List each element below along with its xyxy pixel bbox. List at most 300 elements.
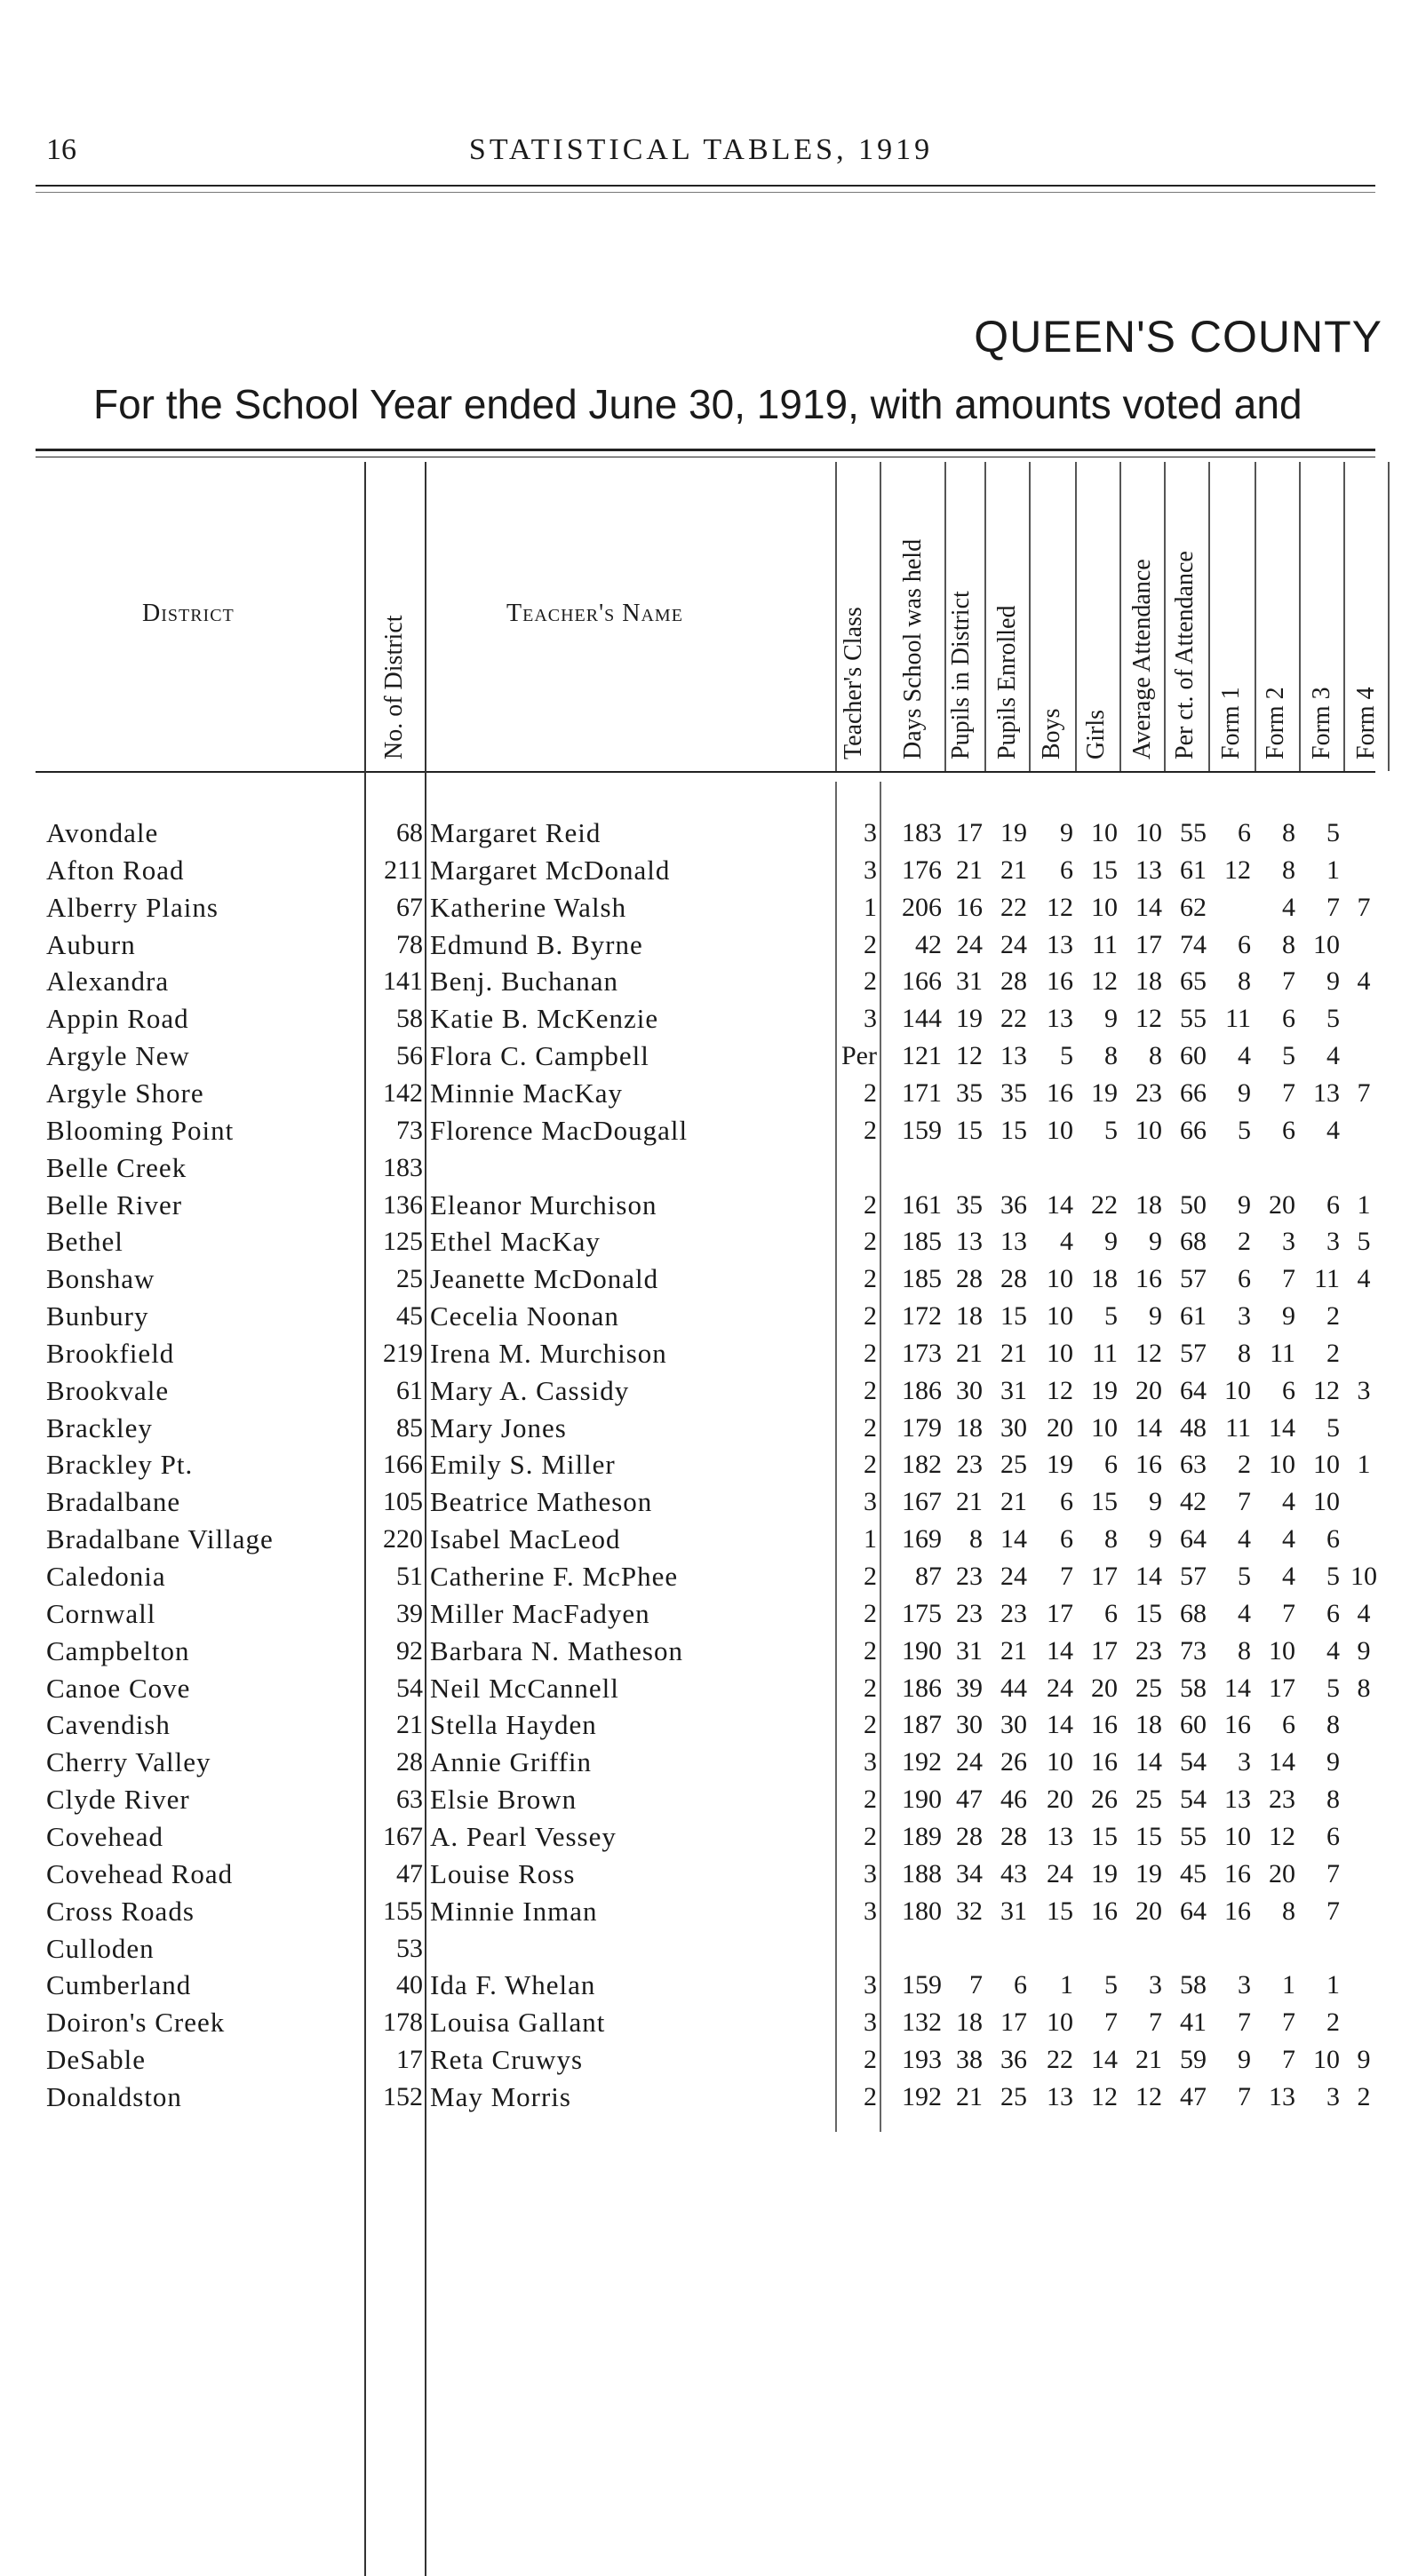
cell-per-ct-attendance: 74 <box>1180 929 1207 959</box>
cell-average-attendance: 15 <box>1135 1821 1162 1851</box>
cell-teacher-class: 2 <box>864 1785 877 1815</box>
cell-form-4: 9 <box>1357 1635 1371 1666</box>
cell-teacher-name: Flora C. Campbell <box>430 1040 649 1072</box>
cell-form-1: 3 <box>1238 1747 1251 1777</box>
cell-average-attendance: 16 <box>1135 1450 1162 1480</box>
cell-girls: 19 <box>1091 1858 1118 1888</box>
cell-form-3: 4 <box>1326 1635 1340 1666</box>
cell-boys: 1 <box>1060 1970 1073 2000</box>
cell-girls: 15 <box>1091 1487 1118 1517</box>
cell-per-ct-attendance: 66 <box>1180 1077 1207 1108</box>
cell-boys: 10 <box>1047 1115 1073 1145</box>
cell-district: Brackley Pt. <box>46 1449 194 1481</box>
cell-district: Blooming Point <box>46 1114 235 1146</box>
cell-girls: 16 <box>1091 1710 1118 1740</box>
cell-district: Culloden <box>46 1932 155 1964</box>
cell-district: Argyle Shore <box>46 1077 204 1109</box>
cell-district: Bradalbane <box>46 1486 181 1518</box>
header-rule <box>36 185 1375 187</box>
cell-teacher-name: Mary A. Cassidy <box>430 1374 630 1406</box>
cell-district: Campbelton <box>46 1634 190 1666</box>
cell-boys: 20 <box>1047 1412 1073 1443</box>
cell-average-attendance: 18 <box>1135 966 1162 997</box>
column-header-average-attendance: Average Attendance <box>1128 559 1156 759</box>
cell-teacher-class: 2 <box>864 1635 877 1666</box>
cell-district: Doiron's Creek <box>46 2007 226 2039</box>
cell-no-of-district: 166 <box>383 1450 423 1480</box>
cell-days-held: 175 <box>902 1598 942 1628</box>
column-rule <box>835 462 837 771</box>
cell-form-1: 8 <box>1238 1338 1251 1368</box>
cell-boys: 14 <box>1047 1635 1073 1666</box>
cell-boys: 7 <box>1060 1562 1073 1591</box>
cell-per-ct-attendance: 73 <box>1180 1635 1207 1666</box>
cell-form-4: 3 <box>1357 1375 1371 1405</box>
cell-days-held: 185 <box>902 1264 942 1294</box>
column-rule <box>1164 462 1166 771</box>
cell-form-3: 1 <box>1326 855 1340 885</box>
cell-average-attendance: 17 <box>1135 929 1162 959</box>
cell-average-attendance: 12 <box>1135 1004 1162 1034</box>
cell-pupils-in-district: 39 <box>956 1673 983 1703</box>
cell-form-1: 9 <box>1238 1077 1251 1108</box>
cell-form-1: 6 <box>1238 929 1251 959</box>
cell-no-of-district: 39 <box>396 1598 423 1628</box>
cell-days-held: 166 <box>902 966 942 997</box>
cell-district: Brookfield <box>46 1337 175 1369</box>
cell-form-1: 16 <box>1224 1858 1251 1888</box>
cell-average-attendance: 15 <box>1135 1598 1162 1628</box>
cell-per-ct-attendance: 68 <box>1180 1227 1207 1257</box>
cell-district: Avondale <box>46 817 159 848</box>
cell-form-2: 1 <box>1282 1970 1295 2000</box>
column-rule <box>880 782 881 2132</box>
cell-form-3: 10 <box>1313 929 1340 959</box>
cell-no-of-district: 142 <box>383 1077 423 1108</box>
cell-teacher-class: 2 <box>864 1264 877 1294</box>
cell-form-3: 3 <box>1326 2081 1340 2111</box>
cell-form-2: 6 <box>1282 1004 1295 1034</box>
cell-boys: 4 <box>1060 1227 1073 1257</box>
cell-form-1: 8 <box>1238 1635 1251 1666</box>
column-rule <box>944 462 946 771</box>
cell-form-1: 10 <box>1224 1375 1251 1405</box>
cell-pupils-in-district: 24 <box>956 929 983 959</box>
cell-girls: 10 <box>1091 818 1118 847</box>
cell-days-held: 167 <box>902 1487 942 1517</box>
cell-teacher-class: 3 <box>864 818 877 847</box>
cell-per-ct-attendance: 62 <box>1180 892 1207 922</box>
cell-form-1: 6 <box>1238 818 1251 847</box>
cell-teacher-name: Florence MacDougall <box>430 1114 689 1146</box>
cell-pupils-enrolled: 30 <box>1000 1710 1027 1740</box>
cell-teacher-class: 2 <box>864 1301 877 1332</box>
cell-form-2: 20 <box>1269 1189 1295 1220</box>
cell-pupils-enrolled: 35 <box>1000 1077 1027 1108</box>
cell-form-1: 9 <box>1238 1189 1251 1220</box>
cell-form-3: 6 <box>1326 1598 1340 1628</box>
column-header-form-3: Form 3 <box>1308 687 1335 759</box>
cell-no-of-district: 73 <box>396 1115 423 1145</box>
cell-per-ct-attendance: 45 <box>1180 1858 1207 1888</box>
cell-no-of-district: 45 <box>396 1301 423 1332</box>
cell-boys: 15 <box>1047 1896 1073 1926</box>
cell-days-held: 192 <box>902 2081 942 2111</box>
cell-pupils-in-district: 8 <box>969 1524 983 1554</box>
cell-days-held: 161 <box>902 1189 942 1220</box>
cell-teacher-name: Miller MacFadyen <box>430 1597 650 1629</box>
cell-boys: 10 <box>1047 1338 1073 1368</box>
cell-days-held: 182 <box>902 1450 942 1480</box>
cell-form-3: 9 <box>1326 1747 1340 1777</box>
cell-average-attendance: 10 <box>1135 1115 1162 1145</box>
cell-form-2: 14 <box>1269 1412 1295 1443</box>
cell-average-attendance: 10 <box>1135 818 1162 847</box>
column-header-per-ct-attendance: Per ct. of Attendance <box>1171 551 1199 759</box>
cell-district: Covehead Road <box>46 1857 234 1889</box>
column-rule <box>1343 462 1345 771</box>
cell-boys: 9 <box>1060 818 1073 847</box>
cell-form-3: 7 <box>1326 892 1340 922</box>
cell-pupils-enrolled: 31 <box>1000 1896 1027 1926</box>
cell-pupils-enrolled: 15 <box>1000 1301 1027 1332</box>
cell-no-of-district: 155 <box>383 1896 423 1926</box>
cell-form-3: 5 <box>1326 1562 1340 1591</box>
cell-days-held: 169 <box>902 1524 942 1554</box>
cell-district: Bradalbane Village <box>46 1523 274 1555</box>
cell-girls: 15 <box>1091 1821 1118 1851</box>
cell-form-3: 6 <box>1326 1189 1340 1220</box>
cell-teacher-class: 3 <box>864 1970 877 2000</box>
cell-no-of-district: 211 <box>384 855 423 885</box>
cell-pupils-in-district: 19 <box>956 1004 983 1034</box>
column-header-girls: Girls <box>1082 710 1110 759</box>
column-header-bottom-rule <box>36 771 1375 773</box>
cell-teacher-name: Mary Jones <box>430 1411 567 1443</box>
cell-girls: 10 <box>1091 1412 1118 1443</box>
cell-pupils-enrolled: 21 <box>1000 1487 1027 1517</box>
cell-form-4: 4 <box>1357 1598 1371 1628</box>
column-rule <box>364 462 366 2576</box>
cell-no-of-district: 25 <box>396 1264 423 1294</box>
cell-form-2: 7 <box>1282 1598 1295 1628</box>
cell-pupils-in-district: 38 <box>956 2045 983 2075</box>
cell-per-ct-attendance: 48 <box>1180 1412 1207 1443</box>
cell-average-attendance: 16 <box>1135 1264 1162 1294</box>
cell-per-ct-attendance: 42 <box>1180 1487 1207 1517</box>
column-header-teacher-name: Teacher's Name <box>506 600 683 627</box>
cell-form-3: 5 <box>1326 1673 1340 1703</box>
cell-no-of-district: 220 <box>383 1524 423 1554</box>
cell-form-3: 7 <box>1326 1858 1340 1888</box>
cell-teacher-name: Ethel MacKay <box>430 1226 601 1258</box>
column-header-teacher-class: Teacher's Class <box>840 607 867 759</box>
cell-boys: 13 <box>1047 1821 1073 1851</box>
cell-average-attendance: 25 <box>1135 1673 1162 1703</box>
cell-days-held: 192 <box>902 1747 942 1777</box>
cell-form-2: 8 <box>1282 855 1295 885</box>
cell-average-attendance: 18 <box>1135 1710 1162 1740</box>
cell-no-of-district: 183 <box>383 1152 423 1182</box>
cell-form-1: 3 <box>1238 1970 1251 2000</box>
cell-form-2: 3 <box>1282 1227 1295 1257</box>
cell-teacher-class: 3 <box>864 2008 877 2038</box>
cell-pupils-in-district: 16 <box>956 892 983 922</box>
cell-form-2: 4 <box>1282 1487 1295 1517</box>
cell-no-of-district: 28 <box>396 1747 423 1777</box>
cell-girls: 10 <box>1091 892 1118 922</box>
cell-days-held: 176 <box>902 855 942 885</box>
cell-form-3: 2 <box>1326 1301 1340 1332</box>
cell-form-3: 4 <box>1326 1115 1340 1145</box>
cell-district: Cavendish <box>46 1709 171 1741</box>
cell-days-held: 186 <box>902 1673 942 1703</box>
cell-days-held: 121 <box>902 1041 942 1071</box>
cell-form-1: 4 <box>1238 1041 1251 1071</box>
cell-girls: 8 <box>1104 1041 1118 1071</box>
cell-district: Alberry Plains <box>46 891 219 923</box>
cell-teacher-class: 3 <box>864 1858 877 1888</box>
column-header-no-of-district: No. of District <box>380 615 408 759</box>
cell-form-2: 8 <box>1282 1896 1295 1926</box>
cell-form-1: 7 <box>1238 1487 1251 1517</box>
cell-average-attendance: 12 <box>1135 1338 1162 1368</box>
cell-per-ct-attendance: 60 <box>1180 1041 1207 1071</box>
cell-pupils-in-district: 31 <box>956 1635 983 1666</box>
cell-days-held: 144 <box>902 1004 942 1034</box>
cell-pupils-enrolled: 17 <box>1000 2008 1027 2038</box>
cell-per-ct-attendance: 57 <box>1180 1562 1207 1591</box>
cell-days-held: 87 <box>915 1562 942 1591</box>
cell-district: DeSable <box>46 2044 147 2076</box>
cell-teacher-name: Ida F. Whelan <box>430 1969 596 2001</box>
cell-form-3: 11 <box>1314 1264 1340 1294</box>
cell-days-held: 172 <box>902 1301 942 1332</box>
cell-teacher-class: 2 <box>864 1338 877 1368</box>
cell-no-of-district: 40 <box>396 1970 423 2000</box>
cell-teacher-name: Irena M. Murchison <box>430 1337 667 1369</box>
cell-form-1: 11 <box>1225 1004 1251 1034</box>
cell-pupils-enrolled: 26 <box>1000 1747 1027 1777</box>
cell-days-held: 171 <box>902 1077 942 1108</box>
cell-district: Belle Creek <box>46 1151 187 1183</box>
cell-days-held: 132 <box>902 2008 942 2038</box>
cell-form-3: 10 <box>1313 1487 1340 1517</box>
cell-girls: 12 <box>1091 2081 1118 2111</box>
column-header-days-school-held: Days School was held <box>899 538 927 759</box>
column-rule <box>1299 462 1301 771</box>
cell-girls: 16 <box>1091 1747 1118 1777</box>
column-rule <box>425 462 426 2576</box>
cell-form-2: 20 <box>1269 1858 1295 1888</box>
cell-boys: 6 <box>1060 1487 1073 1517</box>
cell-days-held: 180 <box>902 1896 942 1926</box>
column-header-pupils-in-district: Pupils in District <box>947 591 975 759</box>
cell-boys: 10 <box>1047 2008 1073 2038</box>
cell-form-3: 6 <box>1326 1821 1340 1851</box>
cell-form-2: 10 <box>1269 1450 1295 1480</box>
cell-no-of-district: 92 <box>396 1635 423 1666</box>
cell-district: Cherry Valley <box>46 1746 211 1778</box>
cell-pupils-in-district: 18 <box>956 2008 983 2038</box>
cell-no-of-district: 54 <box>396 1673 423 1703</box>
cell-no-of-district: 105 <box>383 1487 423 1517</box>
cell-average-attendance: 18 <box>1135 1189 1162 1220</box>
cell-teacher-name: Reta Cruwys <box>430 2044 584 2076</box>
cell-teacher-name: Louisa Gallant <box>430 2007 606 2039</box>
cell-form-4: 2 <box>1357 2081 1371 2111</box>
cell-pupils-enrolled: 31 <box>1000 1375 1027 1405</box>
cell-form-4: 1 <box>1357 1450 1371 1480</box>
cell-form-2: 5 <box>1282 1041 1295 1071</box>
column-header-form-2: Form 2 <box>1262 687 1289 759</box>
cell-pupils-in-district: 32 <box>956 1896 983 1926</box>
cell-teacher-class: 3 <box>864 855 877 885</box>
cell-average-attendance: 25 <box>1135 1785 1162 1815</box>
cell-boys: 13 <box>1047 1004 1073 1034</box>
cell-teacher-name: Beatrice Matheson <box>430 1486 653 1518</box>
cell-form-2: 8 <box>1282 929 1295 959</box>
cell-teacher-class: 2 <box>864 1115 877 1145</box>
cell-pupils-in-district: 24 <box>956 1747 983 1777</box>
cell-form-3: 2 <box>1326 1338 1340 1368</box>
cell-form-3: 8 <box>1326 1710 1340 1740</box>
cell-average-attendance: 9 <box>1149 1487 1162 1517</box>
cell-district: Afton Road <box>46 854 185 886</box>
column-rule <box>880 462 881 771</box>
cell-per-ct-attendance: 41 <box>1180 2008 1207 2038</box>
cell-days-held: 173 <box>902 1338 942 1368</box>
cell-average-attendance: 20 <box>1135 1896 1162 1926</box>
cell-boys: 10 <box>1047 1747 1073 1777</box>
cell-form-2: 11 <box>1270 1338 1295 1368</box>
page-number: 16 <box>46 133 76 166</box>
cell-teacher-name: Cecelia Noonan <box>430 1300 619 1332</box>
cell-form-2: 14 <box>1269 1747 1295 1777</box>
cell-teacher-class: Per <box>841 1041 877 1071</box>
cell-form-1: 11 <box>1225 1412 1251 1443</box>
cell-boys: 14 <box>1047 1189 1073 1220</box>
cell-form-2: 9 <box>1282 1301 1295 1332</box>
cell-pupils-enrolled: 13 <box>1000 1227 1027 1257</box>
cell-per-ct-attendance: 64 <box>1180 1524 1207 1554</box>
cell-form-3: 7 <box>1326 1896 1340 1926</box>
cell-girls: 16 <box>1091 1896 1118 1926</box>
cell-no-of-district: 47 <box>396 1858 423 1888</box>
cell-form-1: 5 <box>1238 1115 1251 1145</box>
cell-girls: 12 <box>1091 966 1118 997</box>
cell-girls: 5 <box>1104 1970 1118 2000</box>
cell-form-2: 13 <box>1269 2081 1295 2111</box>
cell-teacher-name: May Morris <box>430 2080 571 2112</box>
cell-per-ct-attendance: 58 <box>1180 1673 1207 1703</box>
cell-form-3: 10 <box>1313 1450 1340 1480</box>
cell-form-3: 3 <box>1326 1227 1340 1257</box>
cell-teacher-class: 2 <box>864 1375 877 1405</box>
cell-teacher-name: Katie B. McKenzie <box>430 1003 659 1035</box>
column-rule <box>1119 462 1121 771</box>
cell-boys: 10 <box>1047 1301 1073 1332</box>
cell-girls: 5 <box>1104 1115 1118 1145</box>
cell-pupils-enrolled: 25 <box>1000 2081 1027 2111</box>
cell-form-4: 7 <box>1357 892 1371 922</box>
cell-form-1: 7 <box>1238 2081 1251 2111</box>
cell-average-attendance: 12 <box>1135 2081 1162 2111</box>
column-header-pupils-enrolled: Pupils Enrolled <box>993 605 1021 759</box>
cell-form-2: 7 <box>1282 966 1295 997</box>
column-rule <box>835 782 837 2132</box>
cell-pupils-in-district: 21 <box>956 1487 983 1517</box>
cell-pupils-enrolled: 23 <box>1000 1598 1027 1628</box>
cell-form-1: 7 <box>1238 2008 1251 2038</box>
cell-boys: 5 <box>1060 1041 1073 1071</box>
cell-pupils-in-district: 28 <box>956 1821 983 1851</box>
running-title: STATISTICAL TABLES, 1919 <box>468 133 934 166</box>
cell-boys: 24 <box>1047 1673 1073 1703</box>
cell-teacher-class: 2 <box>864 1821 877 1851</box>
cell-boys: 17 <box>1047 1598 1073 1628</box>
cell-per-ct-attendance: 55 <box>1180 1821 1207 1851</box>
cell-teacher-class: 2 <box>864 929 877 959</box>
cell-average-attendance: 14 <box>1135 1412 1162 1443</box>
cell-form-2: 4 <box>1282 1562 1295 1591</box>
cell-form-1: 8 <box>1238 966 1251 997</box>
cell-teacher-class: 2 <box>864 1412 877 1443</box>
cell-per-ct-attendance: 63 <box>1180 1450 1207 1480</box>
cell-teacher-class: 2 <box>864 1562 877 1591</box>
cell-district: Clyde River <box>46 1784 190 1816</box>
cell-days-held: 193 <box>902 2045 942 2075</box>
header-rule-thin <box>36 192 1375 193</box>
cell-pupils-in-district: 7 <box>969 1970 983 2000</box>
cell-days-held: 190 <box>902 1635 942 1666</box>
cell-pupils-enrolled: 28 <box>1000 966 1027 997</box>
cell-girls: 6 <box>1104 1598 1118 1628</box>
cell-teacher-class: 2 <box>864 1189 877 1220</box>
cell-days-held: 186 <box>902 1375 942 1405</box>
cell-no-of-district: 152 <box>383 2081 423 2111</box>
column-header-form-1: Form 1 <box>1217 687 1245 759</box>
cell-form-1: 4 <box>1238 1598 1251 1628</box>
cell-no-of-district: 51 <box>396 1562 423 1591</box>
cell-form-3: 10 <box>1313 2045 1340 2075</box>
cell-days-held: 42 <box>915 929 942 959</box>
cell-form-2: 7 <box>1282 1264 1295 1294</box>
cell-form-1: 12 <box>1224 855 1251 885</box>
cell-average-attendance: 19 <box>1135 1858 1162 1888</box>
cell-pupils-in-district: 23 <box>956 1450 983 1480</box>
cell-form-4: 4 <box>1357 1264 1371 1294</box>
cell-no-of-district: 167 <box>383 1821 423 1851</box>
cell-no-of-district: 68 <box>396 818 423 847</box>
cell-boys: 14 <box>1047 1710 1073 1740</box>
table-top-rule <box>36 449 1375 451</box>
cell-teacher-class: 2 <box>864 2081 877 2111</box>
cell-days-held: 159 <box>902 1115 942 1145</box>
cell-teacher-name: Katherine Walsh <box>430 891 627 923</box>
cell-form-1: 10 <box>1224 1821 1251 1851</box>
cell-district: Cornwall <box>46 1597 156 1629</box>
table-subtitle: For the School Year ended June 30, 1919, with amounts voted and <box>93 381 1302 427</box>
cell-girls: 5 <box>1104 1301 1118 1332</box>
cell-form-3: 5 <box>1326 818 1340 847</box>
cell-boys: 6 <box>1060 855 1073 885</box>
cell-form-2: 8 <box>1282 818 1295 847</box>
cell-per-ct-attendance: 61 <box>1180 855 1207 885</box>
cell-no-of-district: 17 <box>396 2045 423 2075</box>
cell-days-held: 179 <box>902 1412 942 1443</box>
column-rule <box>1075 462 1077 771</box>
